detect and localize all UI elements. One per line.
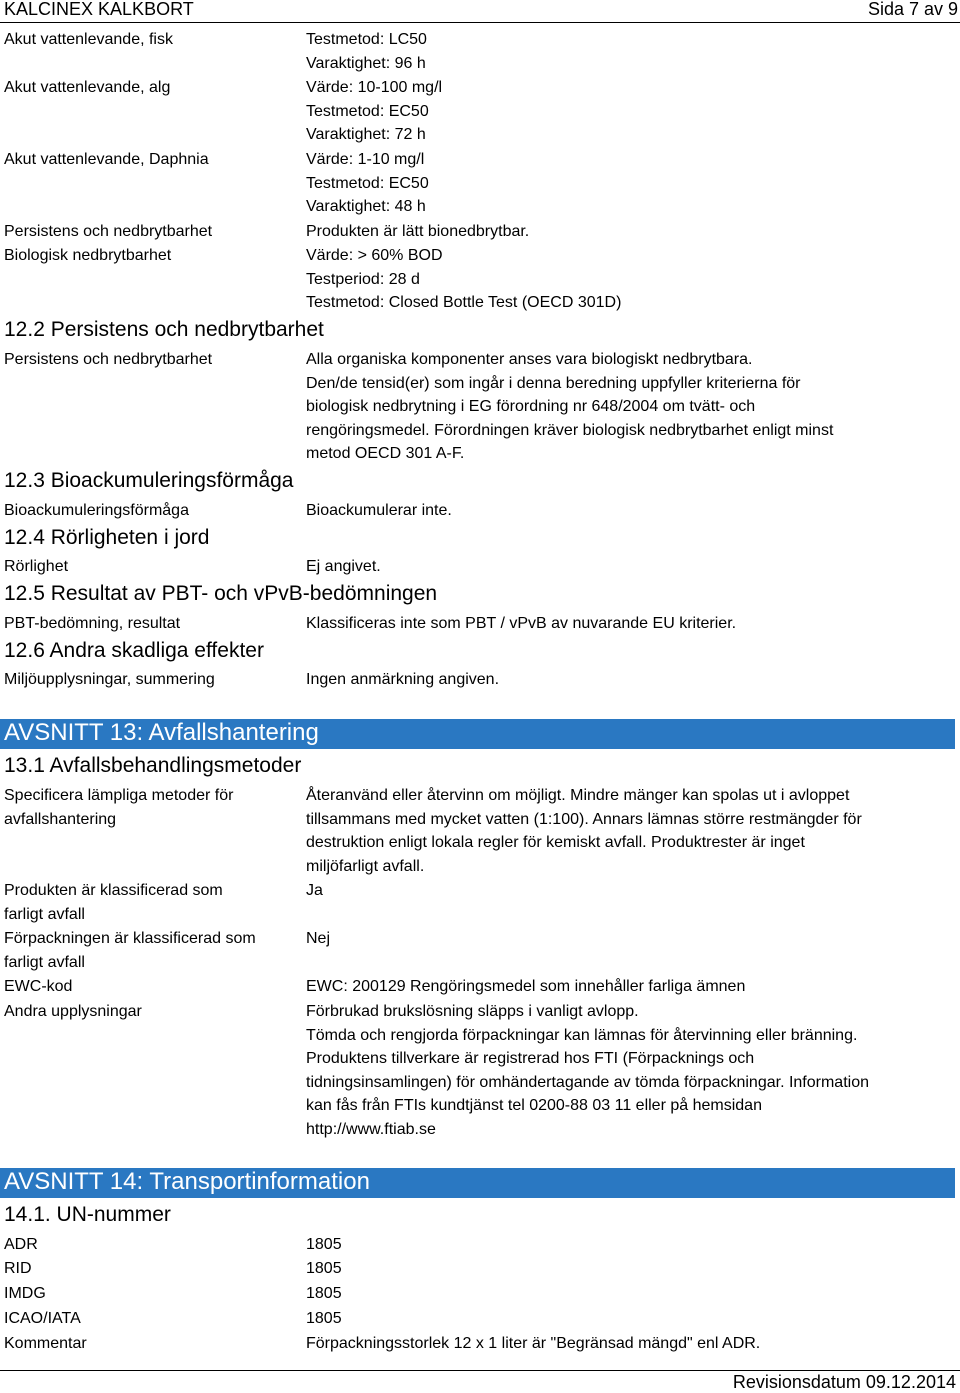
bioaccumulation-label: Bioackumuleringsförmåga [4,502,189,519]
section-14-banner [0,1168,955,1198]
other-info-line: tidningsinsamlingen) för omhändertagande av tömda förpackningar. Information [306,1073,869,1091]
persistence-line: rengöringsmedel. Förordningen kräver biologisk nedbrytbarhet enligt minst [306,421,834,439]
fish-line: Testmetod: LC50 [306,31,427,48]
alg-line: Värde: 10-100 mg/l [306,79,443,96]
product-hazardous-label: Produkten är klassificerad som [4,882,223,899]
biodegradation-label: Biologisk nedbrytbarhet [4,247,172,264]
packaging-hazardous-label: farligt avfall [4,953,85,971]
alg-line: Varaktighet: 72 h [306,126,426,143]
packaging-hazardous-value: Nej [306,930,331,947]
persistence-value: Produkten är lätt bionedbrytbar. [306,223,530,240]
persistence-line: biologisk nedbrytning i EG förordning nr 648/2004 om tvätt- och [306,398,756,415]
mobility-value: Ej angivet. [306,558,381,575]
alg-line: Testmetod: EC50 [306,102,429,120]
transport-value: 1805 [306,1236,342,1253]
transport-value: 1805 [306,1310,342,1327]
bio-line: Testmetod: Closed Bottle Test (OECD 301D) [306,294,622,311]
ewc-label: EWC-kod [4,978,73,995]
heading-12-6: 12.6 Andra skadliga effekter [4,639,264,662]
revision-date: Revisionsdatum 09.12.2014 [732,1372,956,1392]
heading-12-5: 12.5 Resultat av PBT- och vPvB-bedömningen [4,582,438,605]
transport-label: RID [4,1260,32,1277]
transport-label: ICAO/IATA [4,1310,81,1327]
disposal-line: destruktion enligt lokala regler för kemiskt avfall. Produktrester är inget [306,834,805,851]
mobility-label: Rörlighet [4,558,69,575]
heading-12-2: 12.2 Persistens och nedbrytbarhet [4,318,324,341]
environment-value: Ingen anmärkning angiven. [306,671,500,688]
heading-12-3: 12.3 Bioackumuleringsförmåga [4,469,294,492]
bio-line: Värde: > 60% BOD [306,247,443,264]
persistence-line: Alla organiska komponenter anses vara biologiskt nedbrytbara. [306,351,753,368]
daphnia-label: Akut vattenlevande, Daphnia [4,151,209,168]
other-info-line: Produktens tillverkare är registrerad hos FTI (Förpacknings och [306,1050,755,1067]
persistence-label-2: Persistens och nedbrytbarhet [4,351,213,368]
alg-label: Akut vattenlevande, alg [4,79,171,96]
other-info-label: Andra upplysningar [4,1003,142,1020]
pbt-value: Klassificeras inte som PBT / vPvB av nuvarande EU kriterier. [306,615,737,632]
product-hazardous-label: farligt avfall [4,905,85,923]
daphnia-line: Testmetod: EC50 [306,174,429,192]
persistence-line: Den/de tensid(er) som ingår i denna beredning uppfyller kriterierna för [306,374,801,392]
section-13-banner [0,719,955,749]
section-14-title: AVSNITT 14: Transportinformation [0,1168,374,1196]
transport-label: ADR [4,1236,38,1253]
bioaccumulation-value: Bioackumulerar inte. [306,502,452,519]
packaging-hazardous-label: Förpackningen är klassificerad som [4,930,256,947]
transport-value: Förpackningsstorlek 12 x 1 liter är "Begränsad mängd" enl ADR. [306,1335,761,1352]
environment-label: Miljöupplysningar, summering [4,671,215,688]
transport-value: 1805 [306,1260,342,1277]
page-number: Sida 7 av 9 [867,0,958,19]
disposal-label: avfallshantering [4,810,117,828]
product-hazardous-value: Ja [306,882,323,899]
section-13-title: AVSNITT 13: Avfallshantering [0,719,323,747]
heading-13-1: 13.1 Avfallsbehandlingsmetoder [4,754,302,777]
other-info-link[interactable]: http://www.ftiab.se [306,1120,436,1138]
heading-12-4: 12.4 Rörligheten i jord [4,526,210,549]
product-name: KALCINEX KALKBORT [4,0,194,19]
other-info-line: Förbrukad brukslösning släpps i vanligt avlopp. [306,1003,639,1020]
disposal-label: Specificera lämpliga metoder för [4,787,234,804]
disposal-line: tillsammans med mycket vatten (1:100). Annars lämnas större restmängder för [306,810,862,828]
disposal-line: miljöfarligt avfall. [306,857,425,875]
pbt-label: PBT-bedömning, resultat [4,615,181,632]
fish-label: Akut vattenlevande, fisk [4,31,173,48]
ewc-value: EWC: 200129 Rengöringsmedel som innehåller farliga ämnen [306,978,746,995]
fish-line: Varaktighet: 96 h [306,54,426,72]
other-info-line: kan fås från FTIs kundtjänst tel 0200-88 03 11 eller på hemsidan [306,1097,762,1114]
other-info-line: Tömda och rengjorda förpackningar kan lämnas för återvinning eller bränning. [306,1026,858,1044]
page-header [0,0,960,23]
disposal-line: Återanvänd eller återvinn om möjligt. Mindre mänger kan spolas ut i avloppet [306,787,850,804]
daphnia-line: Varaktighet: 48 h [306,198,426,215]
transport-value: 1805 [306,1285,342,1302]
transport-label: IMDG [4,1285,46,1302]
daphnia-line: Värde: 1-10 mg/l [306,151,425,168]
bio-line: Testperiod: 28 d [306,270,420,288]
transport-label: Kommentar [4,1335,87,1352]
heading-14-1: 14.1. UN-nummer [4,1203,171,1226]
persistence-label: Persistens och nedbrytbarhet [4,223,213,240]
footer-divider [0,1370,960,1371]
persistence-line: metod OECD 301 A-F. [306,445,465,462]
